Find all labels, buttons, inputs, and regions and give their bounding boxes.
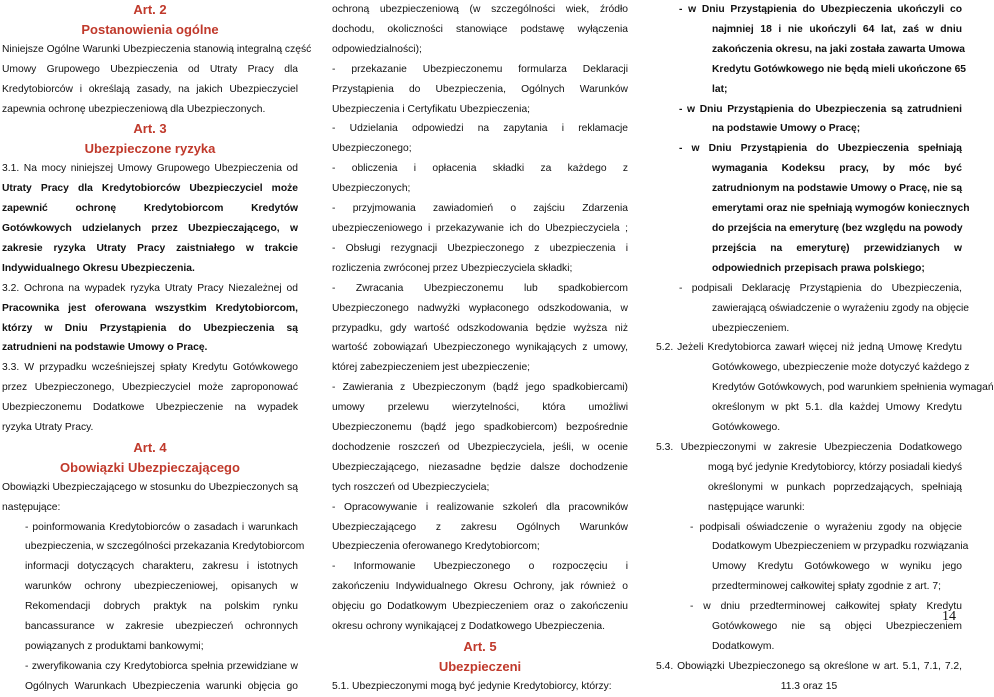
text-line: 5.2. Jeżeli Kredytobiorca zawarł więcej niż jedną Umowę Kredytu xyxy=(656,342,962,354)
text-line: Dodatkowym Ubezpieczeniem w przypadku rozwiązania xyxy=(712,541,969,553)
text-line: Gotówkowego. xyxy=(712,422,781,434)
text-line: Utraty Pracy dla Kredytobiorców Ubezpieczyciel może xyxy=(2,183,298,195)
text-line: lat; xyxy=(712,83,728,95)
text-line: Ubezpieczenia i Certyfikatu Ubezpieczenia; xyxy=(332,103,531,115)
text-line: mogą być jedynie Kredytobiorcy, którzy posiadali kiedyś xyxy=(708,461,962,473)
text-line: - poinformowania Kredytobiorców o zasadach i warunkach xyxy=(25,521,298,533)
text-line: - Obsługi rezygnacji Ubezpieczonego z ubezpieczenia i xyxy=(332,242,628,254)
text-line: powiązanych z produktami bankowymi; xyxy=(25,641,204,652)
text-line: - zweryfikowania czy Kredytobiorca spełnia przewidziane w xyxy=(25,660,298,672)
text-line: odpowiednich przepisach prawa polskiego; xyxy=(712,262,925,274)
text-line: - w Dniu Przystąpienia do Ubezpieczenia ukończyli co xyxy=(679,4,962,15)
text-line: - w Dniu Przystąpienia do Ubezpieczenia są zatrudnieni xyxy=(679,103,962,115)
text-line: Ubezpieczonego; xyxy=(332,143,412,155)
text-line: bancassurance w zakresie ubezpieczeń ochronnych xyxy=(25,621,298,633)
text-line: Ubezpieczonych; xyxy=(332,183,411,195)
text-line: określonymi w punkach poprzedzających, spełniają xyxy=(708,481,962,493)
text-line: Kredytów Gotówkowych, pod warunkiem spełnienia wymagań xyxy=(712,382,994,394)
section-heading: Art. 4 xyxy=(133,439,167,455)
section-heading: Obowiązki Ubezpieczającego xyxy=(60,459,240,475)
text-line: ubezpieczenia, w szczególności przekazania Kredytobiorcom xyxy=(25,541,305,553)
text-line: Pracownika jest oferowana wszystkim Kredytobiorcom, xyxy=(2,302,298,314)
text-line: odpowiedzialności); xyxy=(332,43,422,55)
text-line: - przyjmowania zawiadomień o zajściu Zdarzenia xyxy=(332,203,628,215)
text-line: wymagania Kodeksu pracy, by móc być xyxy=(712,163,962,175)
text-line: - w dniu przedterminowej całkowitej spłaty Kredytu xyxy=(690,601,962,613)
text-line: rozliczenia zwróconej przez Ubezpieczyciela składki; xyxy=(332,262,573,274)
text-line: 5.4. Obowiązki Ubezpieczonego są określone w art. 5.1, 7.1, 7.2, xyxy=(656,660,962,672)
text-line: 5.1. Ubezpieczonymi mogą być jedynie Kredytobiorcy, którzy: xyxy=(332,680,612,692)
text-line: informacji dotyczących charakteru, zakresu i istotnych xyxy=(25,561,298,573)
text-line: wartość zobowiązań Ubezpieczonego wynikających z umowy, xyxy=(332,342,628,354)
text-line: 5.3. Ubezpieczonymi w zakresie Ubezpieczenia Dodatkowego xyxy=(656,441,962,453)
section-heading: Ubezpieczone ryzyka xyxy=(84,141,216,157)
text-line: Kredytobiorców i określają zasady, na jakich Ubezpieczyciel xyxy=(2,83,298,95)
text-line: zawierającą oświadczenie o wyrażeniu zgody na objęcie xyxy=(712,302,969,314)
text-line: przypadku, gdy wartość odszkodowania będzie wyższa niż xyxy=(332,322,628,334)
text-line: Obowiązki Ubezpieczającego w stosunku do Ubezpieczonych są xyxy=(2,481,298,493)
text-line: Umowy Grupowego Ubezpieczenia od Utraty Pracy dla xyxy=(2,63,298,75)
text-line: ryzyka Utraty Pracy. xyxy=(2,422,94,434)
text-line: dochodu, okoliczności stanowiące podstawę wyłączenia xyxy=(332,23,628,35)
text-line: przez Ubezpieczonego, Ubezpieczyciel może zaproponować xyxy=(2,382,298,394)
text-line: 3.2. Ochrona na wypadek ryzyka Utraty Pracy Niezależnej od xyxy=(2,282,298,294)
text-line: najmniej 18 i nie ukończyli 64 lat, zaś w dniu xyxy=(712,23,962,35)
section-heading: Art. 5 xyxy=(463,639,497,654)
text-line: 3.3. W przypadku wcześniejszej spłaty Kredytu Gotówkowego xyxy=(2,362,298,374)
section-heading: Postanowienia ogólne xyxy=(81,21,219,37)
text-line: przedterminowej całkowitej spłaty zgodnie z art. 7; xyxy=(712,581,941,593)
text-line: na podstawie Umowy o Pracę; xyxy=(712,123,861,135)
section-heading: Art. 3 xyxy=(133,121,167,137)
text-line: objęciu go Dodatkowym Ubezpieczeniem oraz o zakończeniu xyxy=(332,601,628,613)
text-line: Ogólnych Warunkach Ubezpieczenia warunki objęcia go xyxy=(25,680,298,692)
text-line: Przystąpienia do Ubezpieczenia, Ogólnych Warunków xyxy=(332,83,628,95)
text-line: do przejścia na emeryturę (bez względu na powody xyxy=(712,222,963,234)
text-line: - obliczenia i opłacenia składki za każdego z xyxy=(332,163,628,175)
text-line: Ubezpieczającego, niezasadne będzie dalsze dochodzenie xyxy=(332,461,628,473)
text-line: emerytami oraz nie spełniają wymogów koniecznych xyxy=(712,203,970,215)
text-line: Ubezpieczenia oferowanego Kredytobiorcom; xyxy=(332,541,540,553)
text-line: - przekazanie Ubezpieczonemu formularza Deklaracji xyxy=(332,63,628,75)
text-line: Niniejsze Ogólne Warunki Ubezpieczenia stanowią integralną część xyxy=(2,43,312,55)
text-line: następujące warunki: xyxy=(708,501,805,513)
text-line: - podpisali Deklarację Przystąpienia do Ubezpieczenia, xyxy=(679,282,962,294)
text-line: zatrudnieni na podstawie Umowy o Pracę. xyxy=(2,342,208,354)
text-line: zakończenia okresu, na jaki została zawarta Umowa xyxy=(712,43,965,55)
text-line: której zabezpieczeniem jest ubezpieczenie; xyxy=(332,362,531,374)
text-line: umowy przelewu wierzytelności, która umożliwi xyxy=(332,402,628,414)
text-line: - Informowanie Ubezpieczonego o rozpoczęciu i xyxy=(332,561,628,573)
text-line: Kredytu Gotówkowego nie będą mieli ukończone 65 xyxy=(712,63,967,75)
column-left xyxy=(2,0,312,697)
text-line: 3.1. Na mocy niniejszej Umowy Grupowego Ubezpieczenia od xyxy=(2,163,298,175)
text-line: - Opracowywanie i realizowanie szkoleń dla pracowników xyxy=(332,501,628,513)
text-line: tych roszczeń od Ubezpieczyciela; xyxy=(332,481,490,493)
text-line: ochroną ubezpieczeniową (w szczególności wiek, źródło xyxy=(332,4,628,15)
text-line: - w Dniu Przystąpienia do Ubezpieczenia spełniają xyxy=(679,143,962,155)
text-line: - Udzielania odpowiedzi na zapytania i reklamacje xyxy=(332,123,628,135)
text-line: Ubezpieczonego nadwyżki wypłaconego odszkodowania, w xyxy=(332,302,628,314)
text-line: zapewnić ochronę Kredytobiorcom Kredytów xyxy=(2,203,298,215)
text-line: 11.3 oraz 15 xyxy=(780,680,838,692)
text-line: Indywidualnego Okresu Ubezpieczenia. xyxy=(2,262,195,274)
text-line: Gotówkowego, ubezpieczenie może dotyczyć każdego z xyxy=(712,362,970,374)
text-line: dochodzenie roszczeń od Ubezpieczyciela, jeśli, w ocenie xyxy=(332,441,628,453)
text-line: - podpisali oświadczenie o wyrażeniu zgody na objęcie xyxy=(690,521,962,533)
text-line: zakresie ryzyka Utraty Pracy zaistniałego w trakcie xyxy=(2,242,298,254)
text-line: przejścia na emeryturę) przewidzianych w xyxy=(712,242,962,254)
page-number: 14 xyxy=(942,609,956,624)
text-line: Gotówkowego nie są objęci Ubezpieczeniem xyxy=(712,621,962,633)
text-line: następujące: xyxy=(2,501,61,513)
section-heading: Art. 2 xyxy=(133,2,167,17)
text-line: zatrudnionym na podstawie Umowy o Pracę, nie są xyxy=(712,183,963,195)
text-line: - Zwracania Ubezpieczonemu lub spadkobiercom xyxy=(332,282,628,294)
text-line: okresu ochrony wynikającej z Dodatkowego Ubezpieczenia. xyxy=(332,621,606,633)
text-line: Ubezpieczonemu Dodatkowe Ubezpieczenie na wypadek xyxy=(2,402,298,414)
text-line: Ubezpieczającego z zakresu Ogólnych Warunków xyxy=(332,521,628,533)
text-line: Dodatkowym. xyxy=(712,641,775,652)
column-middle xyxy=(332,0,628,697)
column-right xyxy=(656,0,994,697)
text-line: zapewnia ochronę ubezpieczeniową dla Ubezpieczonych. xyxy=(2,103,266,115)
section-heading: Ubezpieczeni xyxy=(438,658,522,674)
text-line: Umowy Kredytu Gotówkowego w wyniku jego xyxy=(712,561,962,573)
text-line: którzy w Dniu Przystąpienia do Ubezpieczenia są xyxy=(2,322,298,334)
text-line: Gotówkowych udzielanych przez Ubezpieczającego, w xyxy=(2,222,298,234)
text-line: Rekomendacji dobrych praktyk na polskim rynku xyxy=(25,601,298,613)
text-line: ubezpieczeniem. xyxy=(712,322,790,334)
text-line: warunków ochrony ubezpieczeniowej, opisanych w xyxy=(25,581,298,593)
text-line: - Zawierania z Ubezpieczonym (bądź jego spadkobiercami) xyxy=(332,382,628,394)
text-line: Ubezpieczonemu (bądź jego spadkobiercom) bezpośrednie xyxy=(332,422,628,434)
text-line: określonym w pkt 5.1. dla każdej Umowy Kredytu xyxy=(712,402,962,414)
text-line: zakończeniu Indywidualnego Okresu Ochrony, jak również o xyxy=(332,581,628,593)
text-line: ubezpieczeniowego i przekazywanie ich do Ubezpieczyciela ; xyxy=(332,222,628,234)
